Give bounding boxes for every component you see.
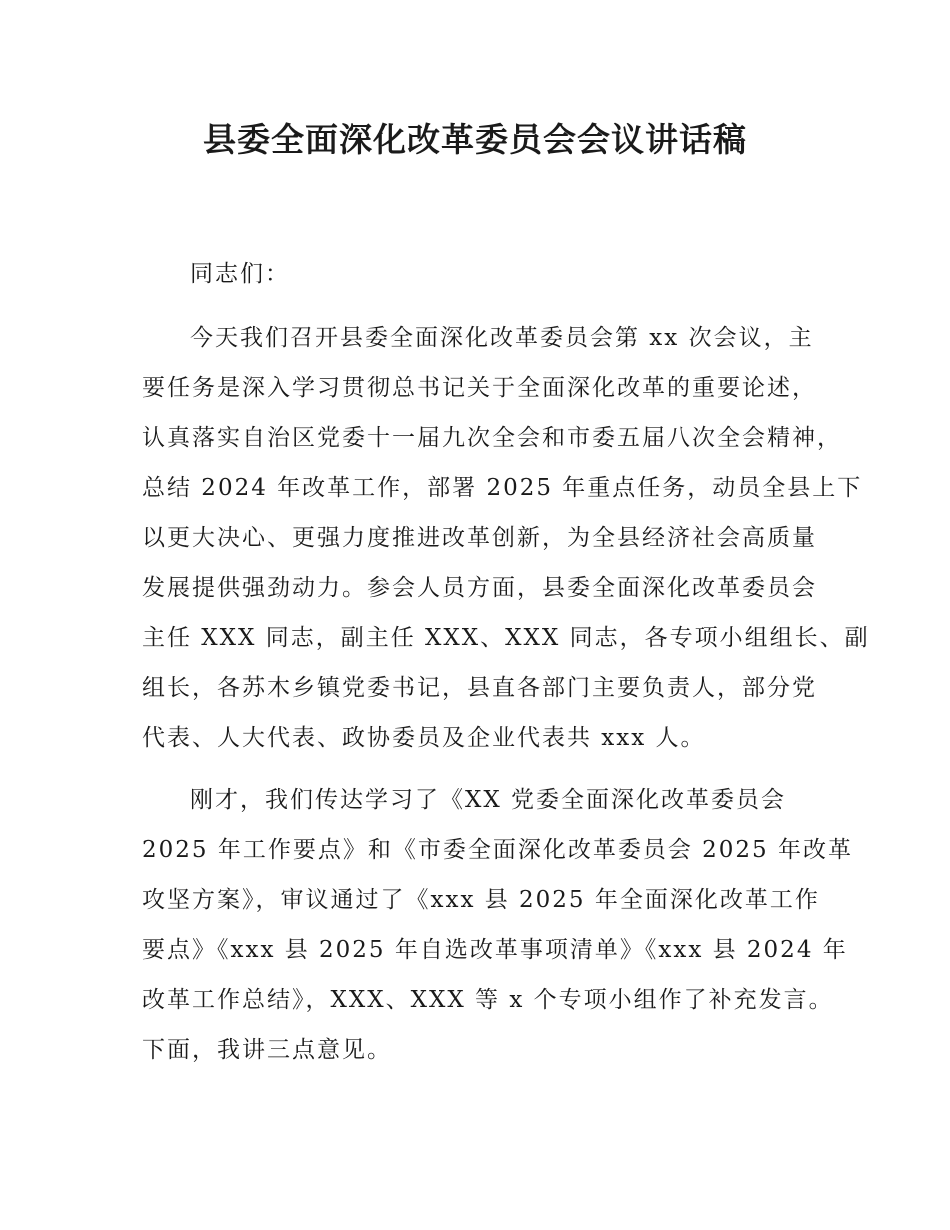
paragraph-line: 要点》《xxx 县 2025 年自选改革事项清单》《xxx 县 2024 年	[142, 937, 848, 963]
paragraph-line: 要任务是深入学习贯彻总书记关于全面深化改革的重要论述，	[142, 375, 817, 401]
paragraph-line: 主任 XXX 同志，副主任 XXX、XXX 同志，各专项小组组长、副	[142, 625, 870, 651]
paragraph-line: 今天我们召开县委全面深化改革委员会第 xx 次会议，主	[190, 325, 814, 351]
paragraph-line: 刚才，我们传达学习了《XX 党委全面深化改革委员会	[190, 787, 787, 813]
paragraph-line: 认真落实自治区党委十一届九次全会和市委五届八次全会精神，	[142, 425, 842, 451]
paragraph-line: 总结 2024 年改革工作，部署 2025 年重点任务，动员全县上下	[142, 475, 863, 501]
paragraph-line: 攻坚方案》，审议通过了《xxx 县 2025 年全面深化改革工作	[142, 887, 820, 913]
paragraph-line: 以更大决心、更强力度推进改革创新，为全县经济社会高质量	[142, 525, 817, 551]
paragraph-1	[142, 322, 870, 772]
paragraph-line: 发展提供强劲动力。参会人员方面，县委全面深化改革委员会	[142, 575, 817, 601]
paragraph-line: 下面，我讲三点意见。	[142, 1037, 392, 1063]
paragraph-line: 改革工作总结》，XXX、XXX 等 x 个专项小组作了补充发言。	[142, 987, 834, 1013]
paragraph-2	[142, 784, 853, 1084]
paragraph-line: 组长，各苏木乡镇党委书记，县直各部门主要负责人，部分党	[142, 675, 817, 701]
paragraph-line: 代表、人大代表、政协委员及企业代表共 xxx 人。	[142, 725, 706, 751]
paragraph-line: 2025 年工作要点》和《市委全面深化改革委员会 2025 年改革	[142, 837, 853, 863]
salutation: 同志们：	[190, 261, 290, 287]
document-title: 县委全面深化改革委员会会议讲话稿	[203, 120, 747, 159]
